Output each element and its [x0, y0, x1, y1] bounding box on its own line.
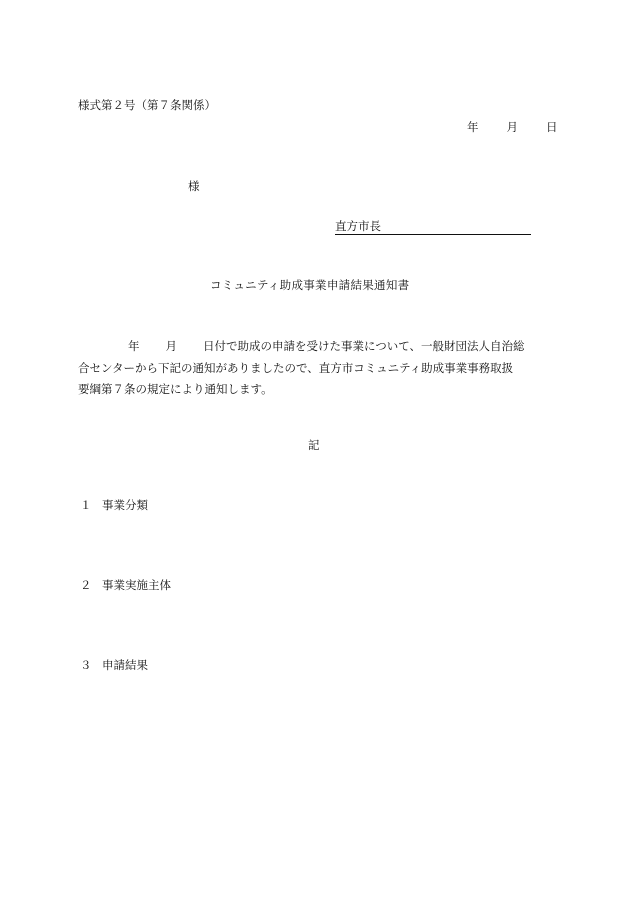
item-number: １	[80, 498, 92, 512]
list-item	[80, 577, 171, 593]
body-line-2: 合センターから下記の通知がありましたので、直方市コミュニティ助成事業事務取扱	[78, 360, 514, 375]
item-label: 事業実施主体	[102, 578, 171, 592]
body-line-1	[78, 336, 552, 358]
body-line-3: 要綱第７条の規定により通知します。	[78, 382, 273, 396]
ki-heading: 記	[308, 438, 320, 452]
document-title: コミュニティ助成事業申請結果通知書	[210, 278, 410, 292]
item-label: 申請結果	[102, 658, 148, 672]
date-line	[467, 119, 558, 135]
body-paragraph	[78, 336, 552, 401]
body-month: 月	[165, 339, 177, 353]
item-number: ３	[80, 658, 92, 672]
form-number: 様式第２号（第７条関係）	[78, 98, 216, 112]
list-item	[80, 657, 148, 673]
list-item	[80, 497, 148, 513]
item-number: ２	[80, 578, 92, 592]
date-month: 月	[506, 120, 518, 134]
date-year: 年	[467, 120, 479, 134]
date-day: 日	[546, 120, 558, 134]
body-year: 年	[128, 339, 140, 353]
addressee-honorific: 様	[188, 179, 200, 193]
item-label: 事業分類	[102, 498, 148, 512]
body-line-1-text: 日付で助成の申請を受けた事業について、一般財団法人自治総	[203, 339, 525, 353]
sender-name: 直方市長	[335, 218, 531, 235]
